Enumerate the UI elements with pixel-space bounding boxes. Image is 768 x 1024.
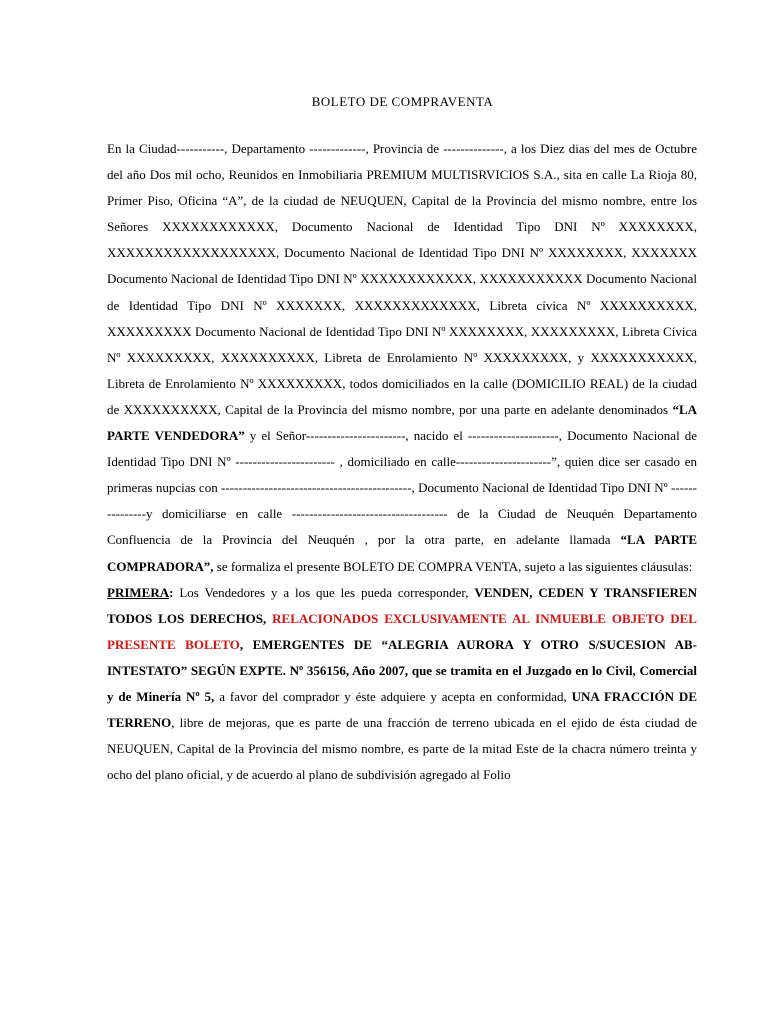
primera-bold-c: UNA FRACCIÓN DE TERRENO <box>107 688 697 731</box>
parte-compradora-label: “LA PARTE COMPRADORA”, <box>107 532 697 574</box>
parte-vendedora-label: “LA PARTE VENDEDORA” <box>107 401 697 444</box>
primera-bold-b: , EMERGENTES DE “ALEGRIA AURORA Y OTRO S/SUCESION AB-INTESTATO” SEGÚN EXPTE. Nº 356156, Año 2007, que se tramita en el Juzgado en lo Civil, Comercial y de Minería Nº 5, <box>107 636 697 704</box>
primera-text-b: a favor del comprador y éste adquiere y acepta en conformidad, <box>214 688 572 704</box>
paragraph-primera <box>107 580 697 789</box>
parties-text-c: se formaliza el presente BOLETO DE COMPRA VENTA, sujeto a las siguientes cláusulas: <box>213 558 693 574</box>
primera-text-c: , libre de mejoras, que es parte de una fracción de terreno ubicada en el ejido de ésta ciudad de NEUQUEN, Capital de la Provincia del mismo nombre, es parte de la mitad Este de la chacra número treinta y ocho del plano oficial, y de acuerdo al plano de subdivisión agregado al Folio <box>107 715 697 783</box>
document-body <box>107 136 697 788</box>
primera-red-highlight: RELACIONADOS EXCLUSIVAMENTE AL INMUEBLE OBJETO DEL PRESENTE BOLETO <box>107 610 697 652</box>
document-title: BOLETO DE COMPRAVENTA <box>311 94 494 109</box>
primera-bold-a: VENDEN, CEDEN Y TRANSFIEREN TODOS LOS DERECHOS, <box>107 584 697 626</box>
primera-text-a: Los Vendedores y a los que les pueda corresponder, <box>173 584 475 600</box>
clause-primera-colon: : <box>169 584 174 600</box>
clause-primera-heading: PRIMERA <box>107 584 170 600</box>
paragraph-parties <box>107 136 697 580</box>
parties-text-a: En la Ciudad-----------, Departamento -------------, Provincia de --------------, a los Diez dias del mes de Octubre del año Dos mil ocho, Reunidos en Inmobiliaria PREMIUM MULTISRVICIOS S.A., sita en calle La Rioja 80, Primer Piso, Oficina “A”, de la ciudad de NEUQUEN, Capital de la Provincia del mismo nombre, entre los Señores XXXXXXXXXXXX, Documento Nacional de Identidad Tipo DNI Nº XXXXXXXX, XXXXXXXXXXXXXXXXXX, Documento Nacional de Identidad Tipo DNI Nº XXXXXXXX, XXXXXXX Documento Nacional de Identidad Tipo DNI Nº XXXXXXXXXXXX, XXXXXXXXXXX Documento Nacional de Identidad Tipo DNI Nº XXXXXXX, XXXXXXXXXXXXX, Libreta cívica Nº XXXXXXXXXX, XXXXXXXXX Documento Nacional de Identidad Tipo DNI Nº XXXXXXXX, XXXXXXXXX, Libreta Cívica Nº XXXXXXXXX, XXXXXXXXXX, Libreta de Enrolamiento Nº XXXXXXXXX, y XXXXXXXXXXX, Libreta de Enrolamiento Nº XXXXXXXXX, todos domiciliados en la calle (DOMICILIO REAL) de la ciudad de XXXXXXXXXX, Capital de la Provincia del mismo nombre, por una parte en adelante denominados <box>107 141 697 417</box>
parties-text-b: y el Señor-----------------------, nacido el ---------------------, Documento Nacional de Identidad Tipo DNI Nº ----------------------- , domiciliado en calle----------------------”, quien dice ser casado en primeras nupcias con --------------------------------------------, Documento Nacional de Identidad Tipo DNI Nº ---------------y domiciliarse en calle ------------------------------------ de la Ciudad de Neuquén Departamento Confluencia de la Provincia del Neuquén , por la otra parte, en adelante llamada <box>107 428 698 548</box>
